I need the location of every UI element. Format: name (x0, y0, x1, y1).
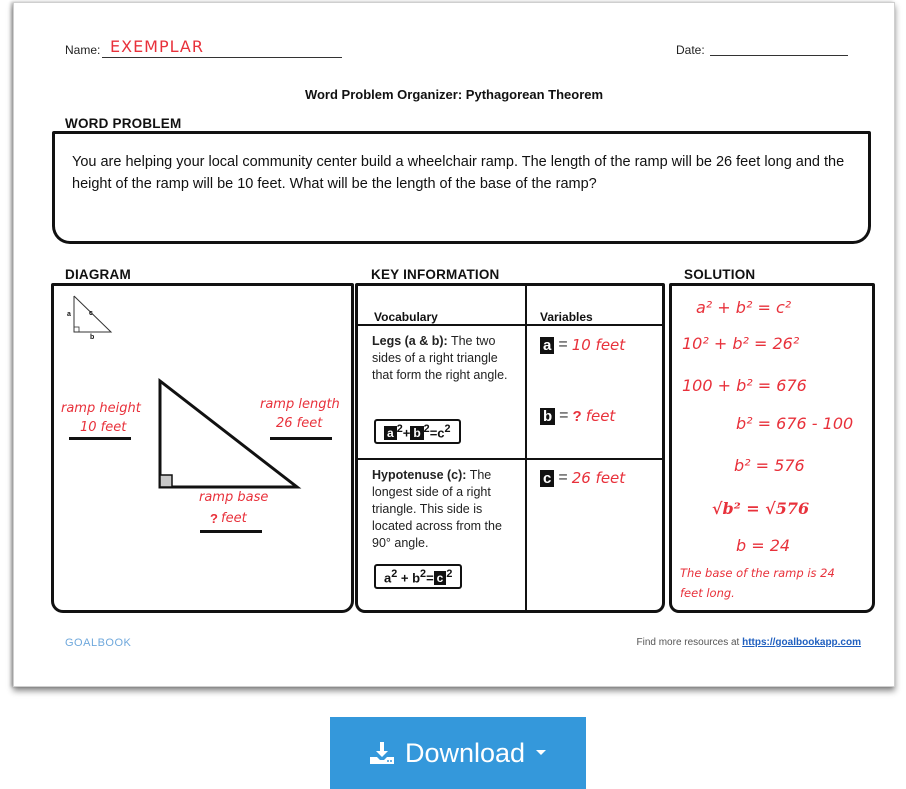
ramp-base-question: ? (210, 511, 218, 526)
hypotenuse-definition (372, 467, 517, 552)
date-line (710, 41, 848, 56)
key-info-row-divider-1 (358, 324, 662, 326)
variable-a-row (540, 336, 625, 354)
solution-step-2: 10² + b² = 26² (682, 334, 800, 353)
solution-step-7: b = 24 (736, 536, 791, 555)
key-info-heading: KEY INFORMATION (371, 267, 500, 282)
variable-b-badge: b (540, 408, 555, 425)
solution-box (669, 283, 875, 613)
ref-label-b: b (90, 334, 95, 341)
ramp-height-line (69, 437, 131, 440)
variable-c-value: 26 feet (571, 469, 626, 487)
variables-header: Variables (540, 310, 593, 324)
ref-label-a: a (67, 311, 71, 318)
ramp-base-label: ramp base (199, 490, 269, 505)
key-info-col-divider (525, 286, 527, 610)
ramp-length-line (270, 437, 332, 440)
legs-text: The two sides of a right triangle that form the right angle. (372, 334, 508, 382)
solution-heading: SOLUTION (684, 267, 756, 282)
solution-step-1: a² + b² = c² (696, 298, 792, 317)
variable-b-question: ? (572, 407, 582, 425)
variable-c-equals: = (558, 469, 568, 486)
vocabulary-header: Vocabulary (374, 310, 438, 324)
diagram-svg (54, 286, 351, 610)
footer-resources-text: Find more resources at (636, 637, 743, 648)
ref-label-c: c (89, 310, 93, 317)
solution-step-3: 100 + b² = 676 (682, 376, 807, 395)
word-problem-box (52, 131, 871, 244)
ramp-base-unit: feet (221, 511, 247, 526)
solution-step-4: b² = 676 - 100 (736, 414, 854, 433)
word-problem-heading: WORD PROBLEM (65, 116, 182, 131)
variable-a-equals: = (558, 336, 568, 353)
variable-a-value: 10 feet (571, 336, 626, 354)
solution-step-6: √b² = √576 (712, 499, 810, 518)
worksheet-page (13, 2, 895, 687)
solution-conclusion-1: The base of the ramp is 24 (680, 566, 835, 580)
key-info-row-divider-2 (358, 458, 662, 460)
hypotenuse-text: The longest side of a right triangle. This side is located across from the 90° angle. (372, 468, 502, 550)
legs-term: Legs (a & b): (372, 334, 448, 348)
variable-b-equals: = (559, 407, 569, 424)
ramp-height-label: ramp height (61, 401, 141, 416)
footer-resources (637, 637, 862, 648)
word-problem-text: You are helping your local community center build a wheelchair ramp. The length of the ramp will be 26 feet long and the height of the ramp will be 10 feet. What will be the length of the base of the ramp? (72, 154, 845, 192)
key-info-box (355, 283, 665, 613)
name-label: Name: (65, 43, 101, 57)
solution-step-5: b² = 576 (734, 456, 805, 475)
download-icon (369, 741, 395, 765)
ramp-base-line (200, 530, 262, 533)
variable-b-unit: feet (585, 407, 616, 425)
ramp-length-value: 26 feet (276, 416, 323, 431)
hypotenuse-term: Hypotenuse (c): (372, 468, 467, 482)
solution-conclusion-2: feet long. (680, 586, 735, 600)
hypotenuse-formula: $a^2 + b^2= c$ $^2$ (374, 564, 462, 589)
download-button[interactable] (330, 717, 586, 789)
goalbook-logo: GOALBOOK (65, 637, 132, 649)
diagram-box (51, 283, 354, 613)
name-value: EXEMPLAR (110, 37, 204, 56)
ramp-height-value: 10 feet (80, 420, 127, 435)
variable-a-badge: a (540, 337, 554, 354)
variable-b-row (540, 407, 615, 425)
diagram-heading: DIAGRAM (65, 267, 131, 282)
name-line (102, 37, 342, 58)
legs-definition (372, 333, 517, 384)
footer-resources-link[interactable]: https://goalbookapp.com (742, 637, 861, 648)
caret-down-icon (535, 749, 547, 757)
variable-c-row (540, 469, 625, 487)
worksheet-title: Word Problem Organizer: Pythagorean Theorem (304, 87, 604, 102)
ramp-length-label: ramp length (260, 397, 340, 412)
legs-formula: a $^2$+ b $^2=c^2$ (374, 419, 461, 444)
download-label: Download (404, 737, 526, 768)
date-label: Date: (676, 43, 705, 57)
variable-c-badge: c (540, 470, 554, 487)
